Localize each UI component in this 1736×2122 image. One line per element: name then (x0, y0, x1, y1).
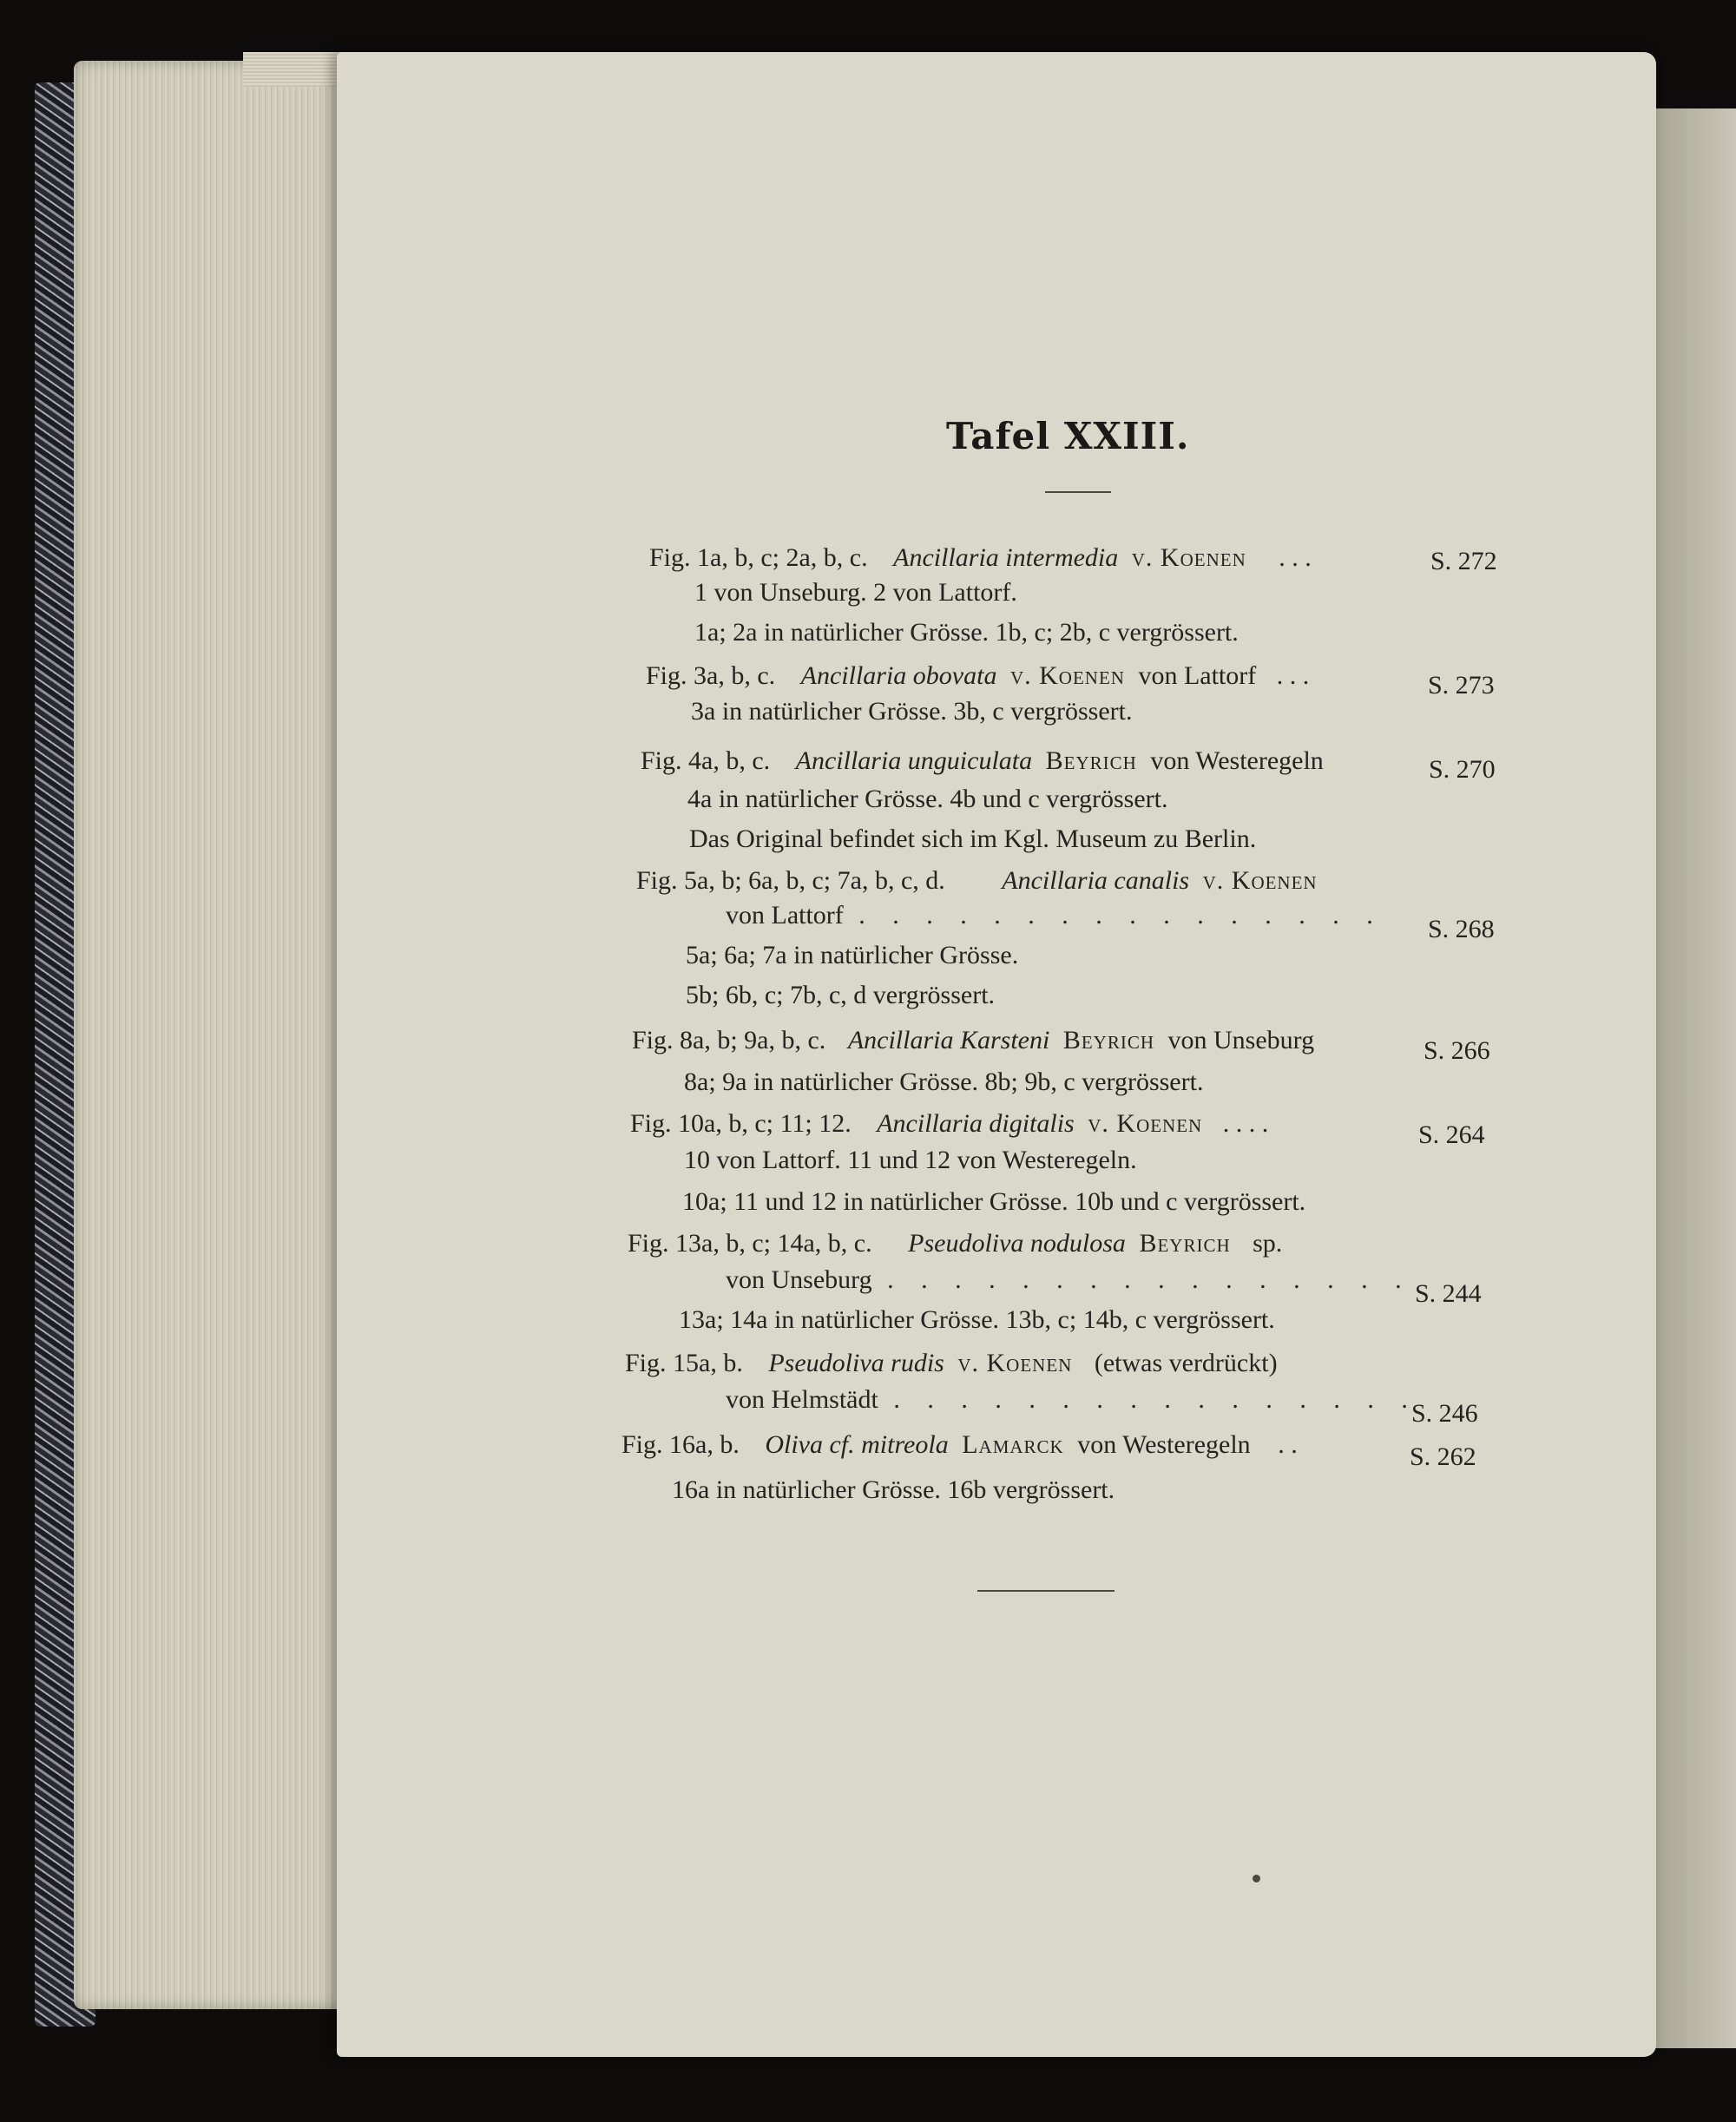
entry-2-locality: von Lattorf (1138, 661, 1257, 690)
entry-8-fig: Fig. 15a, b. (625, 1349, 743, 1377)
entry-6-fig: Fig. 10a, b, c; 11; 12. (630, 1109, 852, 1138)
entry-6-heading (630, 1111, 1268, 1137)
entry-6-author: v. Koenen (1088, 1109, 1203, 1138)
entry-5-note-1: 8a; 9a in natürlicher Grösse. 8b; 9b, c vergrössert. (684, 1068, 1204, 1096)
entry-1-author: v. Koenen (1131, 543, 1246, 572)
entry-6-leader: . . . . (1222, 1109, 1269, 1138)
entry-9-species: Oliva cf. mitreola (765, 1430, 949, 1459)
plate-title: Tafel XXIII. (946, 415, 1190, 457)
entry-5-species: Ancillaria Karsteni (847, 1026, 1050, 1054)
entry-9-note-1: 16a in natürlicher Grösse. 16b vergrössert. (672, 1475, 1115, 1504)
entry-4-note-2: 5b; 6b, c; 7b, c, d vergrössert. (686, 981, 996, 1009)
entry-8-heading (625, 1350, 1278, 1376)
entry-1-note-1: 1 von Unseburg. 2 von Lattorf. (694, 578, 1017, 607)
entry-3-heading (641, 748, 1324, 774)
entry-3-locality: von Westeregeln (1150, 746, 1324, 775)
entry-2-species: Ancillaria obovata (800, 661, 997, 690)
entry-4-fig: Fig. 5a, b; 6a, b, c; 7a, b, c, d. (636, 866, 945, 895)
entry-4-continuation: von Lattorf (726, 901, 844, 930)
entry-7-heading (628, 1231, 1282, 1257)
entry-9-heading (621, 1432, 1298, 1458)
entry-4-species: Ancillaria canalis (1002, 866, 1190, 895)
entry-3-species: Ancillaria unguiculata (795, 746, 1033, 775)
entry-1-page: S. 272 (1430, 547, 1497, 575)
entry-9-locality: von Westeregeln (1077, 1430, 1251, 1459)
entry-9-leader: . . (1278, 1430, 1298, 1459)
entry-7-note-1: 13a; 14a in natürlicher Grösse. 13b, c; 14b, c vergrössert. (679, 1305, 1275, 1334)
entry-2-note-1: 3a in natürlicher Grösse. 3b, c vergrössert. (691, 697, 1133, 726)
entry-4-page: S. 268 (1428, 915, 1495, 943)
entry-5-heading (632, 1028, 1314, 1054)
entry-5-fig: Fig. 8a, b; 9a, b, c. (632, 1026, 826, 1054)
entry-8-continuation: von Helmstädt (726, 1385, 878, 1414)
entry-1-heading (649, 545, 1312, 571)
entry-3-fig: Fig. 4a, b, c. (641, 746, 771, 775)
entry-1-species: Ancillaria intermedia (893, 543, 1119, 572)
entry-8-suffix: (etwas verdrückt) (1094, 1349, 1278, 1377)
entry-2-author: v. Koenen (1009, 661, 1125, 690)
entry-4-continuation-line (726, 903, 1384, 929)
page-mark (1253, 1875, 1260, 1882)
entry-7-continuation: von Unseburg (726, 1265, 872, 1294)
entry-2-fig: Fig. 3a, b, c. (646, 661, 776, 690)
entry-6-page: S. 264 (1418, 1120, 1485, 1149)
entry-3-page: S. 270 (1429, 755, 1496, 784)
entry-1-leader: . . . (1279, 543, 1312, 572)
entry-3-note-2: Das Original befindet sich im Kgl. Museum zu Berlin. (689, 824, 1257, 853)
entry-2-leader: . . . (1276, 661, 1310, 690)
entry-1-note-2: 1a; 2a in natürlicher Grösse. 1b, c; 2b, c vergrössert. (694, 618, 1239, 647)
entry-3-note-1: 4a in natürlicher Grösse. 4b und c vergrössert. (687, 785, 1168, 813)
entry-5-author: Beyrich (1062, 1026, 1154, 1054)
entry-8-continuation-line (726, 1387, 1418, 1413)
entry-9-author: Lamarck (962, 1430, 1064, 1459)
entry-2-page: S. 273 (1428, 671, 1495, 700)
entry-9-page: S. 262 (1410, 1442, 1476, 1471)
entry-1-fig: Fig. 1a, b, c; 2a, b, c. (649, 543, 868, 572)
entry-8-species: Pseudoliva rudis (768, 1349, 944, 1377)
entry-5-page: S. 266 (1424, 1036, 1490, 1065)
entry-6-note-1: 10 von Lattorf. 11 und 12 von Westeregeln. (684, 1146, 1137, 1174)
entry-7-species: Pseudoliva nodulosa (908, 1229, 1126, 1258)
entry-6-species: Ancillaria digitalis (877, 1109, 1075, 1138)
entry-4-heading (636, 868, 1318, 894)
entry-7-fig: Fig. 13a, b, c; 14a, b, c. (628, 1229, 872, 1258)
entry-4-author: v. Koenen (1202, 866, 1318, 895)
entry-8-author: v. Koenen (957, 1349, 1073, 1377)
entry-4-leader: . . . . . . . . . . . . . . . . (858, 901, 1384, 930)
entry-7-author: Beyrich (1139, 1229, 1231, 1258)
entry-6-note-2: 10a; 11 und 12 in natürlicher Grösse. 10b und c vergrössert. (682, 1187, 1306, 1216)
entry-7-leader: . . . . . . . . . . . . . . . . (887, 1265, 1412, 1294)
entry-8-leader: . . . . . . . . . . . . . . . . (893, 1385, 1418, 1414)
entry-5-locality: von Unseburg (1167, 1026, 1315, 1054)
entry-7-continuation-line (726, 1267, 1412, 1293)
entry-7-suffix: sp. (1253, 1229, 1283, 1258)
entry-9-fig: Fig. 16a, b. (621, 1430, 740, 1459)
entry-8-page: S. 246 (1411, 1399, 1478, 1428)
entry-7-page: S. 244 (1415, 1279, 1482, 1308)
closing-rule (977, 1590, 1115, 1592)
entry-4-note-1: 5a; 6a; 7a in natürlicher Grösse. (686, 941, 1019, 969)
entry-2-heading (646, 663, 1309, 689)
entry-3-author: Beyrich (1045, 746, 1137, 775)
title-rule (1045, 491, 1111, 493)
